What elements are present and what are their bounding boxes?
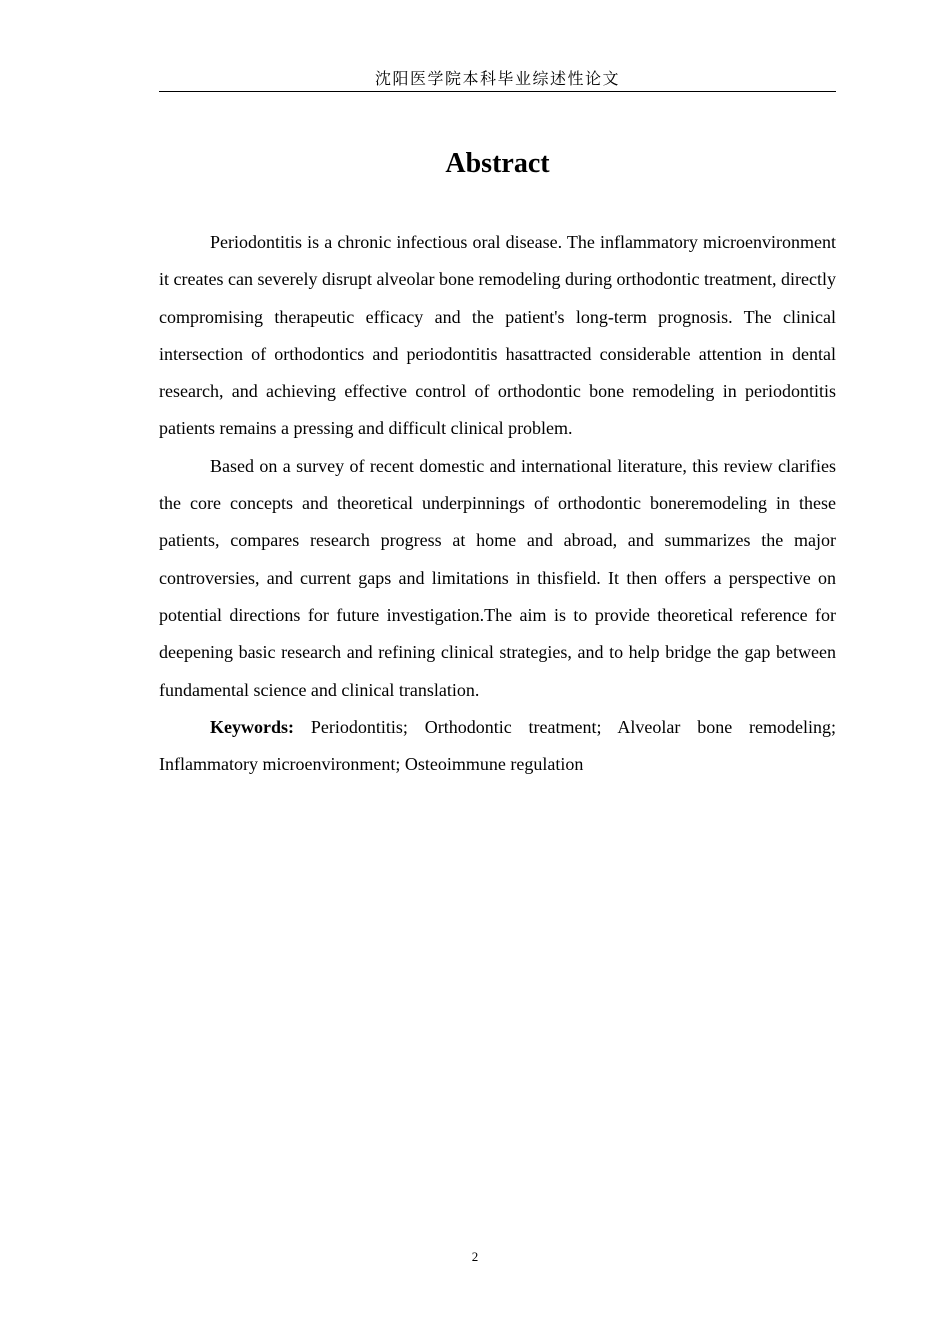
abstract-paragraph-1: Periodontitis is a chronic infectious oral disease. The inflammatory microenvironment it creates can severely disrupt alveolar bone remodeling during orthodontic treatment, directly compromising therapeutic efficacy and the patient's long-term prognosis. The clinical intersection of orthodontics and periodontitis hasattracted considerable attention in dental research, and achieving effective control of orthodontic bone remodeling in periodontitis patients remains a pressing and difficult clinical problem. [159,232,836,439]
page-number: 2 [471,1249,479,1264]
abstract-paragraph-2: Based on a survey of recent domestic and international literature, this review clarifies the core concepts and theoretical underpinnings of orthodontic boneremodeling in these patients, compares research progress at home and abroad, and summarizes the major controversies, and current gaps and limitations in thisfield. It then offers a perspective on potential directions for future investigation.The aim is to provide theoretical reference for deepening basic research and refining clinical strategies, and to help bridge the gap between fundamental science and clinical translation. [159,455,836,700]
keywords-label: Keywords: [210,716,294,737]
abstract-title: Abstract [445,148,550,179]
keywords-line [159,709,836,784]
keywords-text: Periodontitis; Orthodontic treatment; Alveolar bone remodeling; Inflammatory microenvironment; Osteoimmune regulation [159,716,837,775]
abstract-body [159,224,836,783]
header-rule [159,91,836,92]
running-header: 沈阳医学院本科毕业综述性论文 [374,69,620,88]
